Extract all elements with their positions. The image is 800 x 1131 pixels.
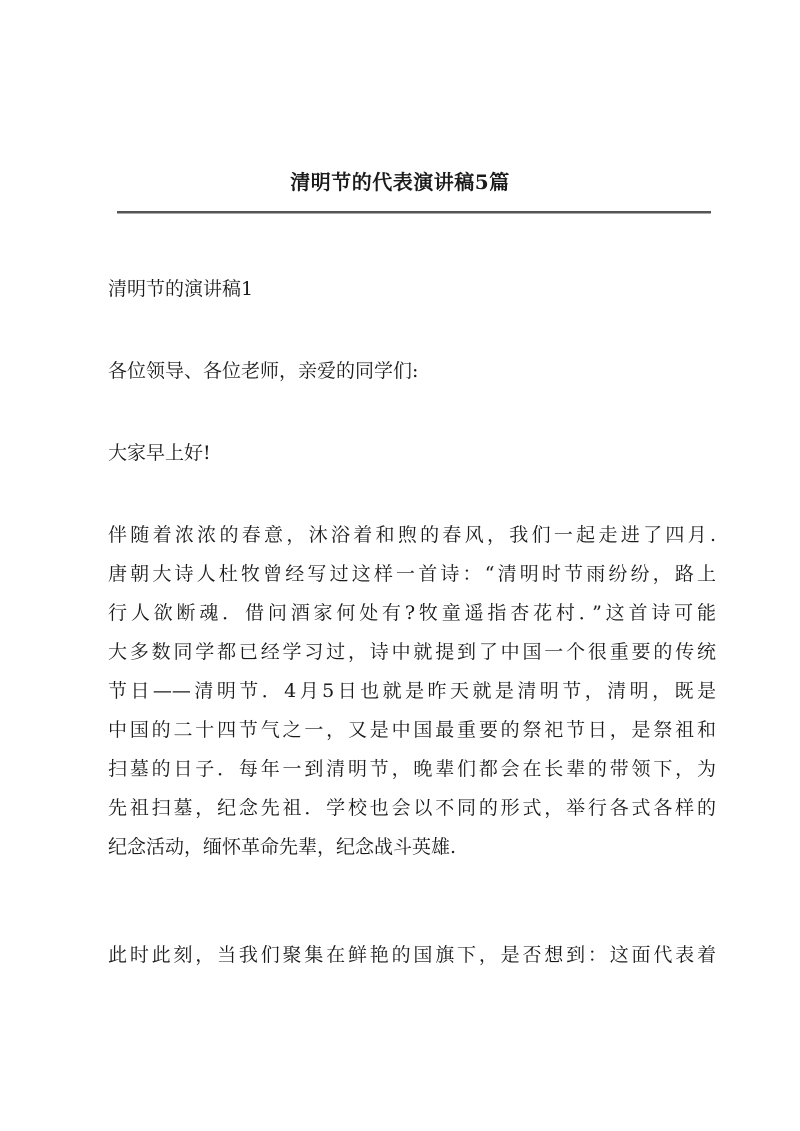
paragraph-2-line: 此时此刻，当我们聚集在鲜艳的国旗下，是否想到：这面代表着	[108, 944, 716, 966]
paragraph-1-line: 扫墓的日子．每年一到清明节，晚辈们都会在长辈的带领下，为	[108, 758, 716, 780]
paragraph-1-line: 先祖扫墓，纪念先祖．学校也会以不同的形式，举行各式各样的	[108, 797, 716, 819]
section-heading: 清明节的演讲稿1	[108, 278, 254, 300]
paragraph-1	[108, 516, 716, 867]
paragraph-1-line: 节日——清明节．4月5日也就是昨天就是清明节，清明，既是	[108, 680, 716, 702]
paragraph-1-line: 纪念活动，缅怀革命先辈，纪念战斗英雄.	[108, 836, 457, 858]
paragraph-1-line: 行人欲断魂．借问酒家何处有?牧童遥指杏花村．”这首诗可能	[108, 602, 716, 624]
title-divider	[117, 211, 711, 214]
paragraph-1-line: 大多数同学都已经学习过，诗中就提到了中国一个很重要的传统	[108, 641, 716, 663]
paragraph-1-line: 唐朝大诗人杜牧曾经写过这样一首诗：“清明时节雨纷纷，路上	[108, 563, 716, 585]
paragraph-1-line: 中国的二十四节气之一，又是中国最重要的祭祀节日，是祭祖和	[108, 719, 716, 741]
salutation-line: 大家早上好!	[108, 442, 211, 464]
paragraph-2	[108, 936, 716, 975]
greeting-line: 各位领导、各位老师，亲爱的同学们:	[108, 360, 419, 382]
document-title: 清明节的代表演讲稿5篇	[290, 170, 510, 194]
paragraph-1-line: 伴随着浓浓的春意，沐浴着和煦的春风，我们一起走进了四月.	[108, 524, 716, 546]
